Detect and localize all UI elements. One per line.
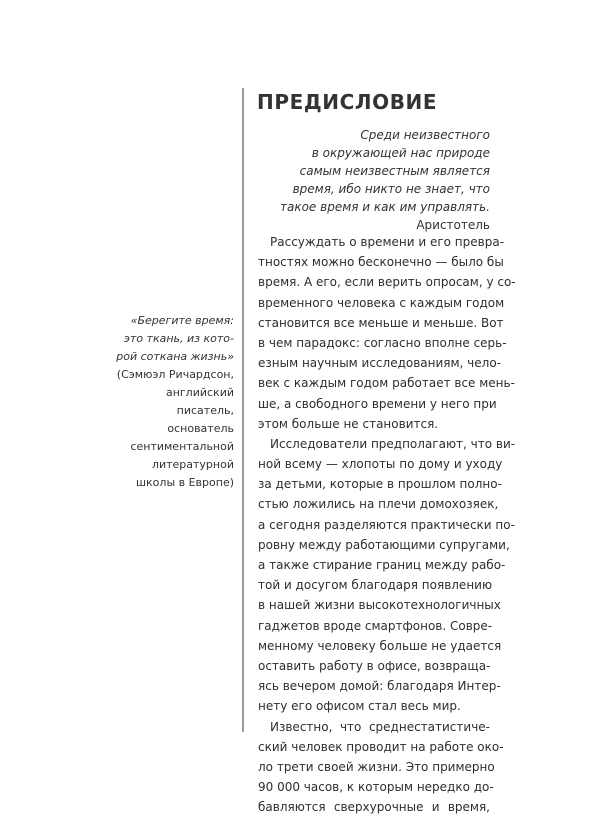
body-line: оставить работу в офисе, возвраща- bbox=[258, 658, 491, 673]
body-line: Исследователи предполагают, что ви- bbox=[270, 436, 516, 451]
body-line: нету его офисом стал весь мир. bbox=[258, 699, 461, 714]
sidenote-attribution-line: литературной bbox=[151, 458, 234, 471]
body-line: ло трети своей жизни. Это примерно bbox=[258, 759, 495, 774]
body-line: время. А его, если верить опросам, у со- bbox=[258, 275, 516, 290]
sidenote-attribution-line: (Сэмюэл Ричардсон, bbox=[116, 368, 234, 381]
epigraph-line: в окружающей нас природе bbox=[311, 146, 490, 160]
sidenote-attribution-line: основатель bbox=[167, 422, 234, 435]
sidenote-quote-line: это ткань, из кото- bbox=[123, 332, 234, 345]
body-line: стью ложились на плечи домохозяек, bbox=[258, 497, 499, 512]
body-line: езным научным исследованиям, чело- bbox=[258, 356, 501, 371]
body-line: а также стирание границ между рабо- bbox=[258, 558, 506, 572]
epigraph-line: самым неизвестным является bbox=[299, 164, 490, 178]
body-line: менному человеку больше не удается bbox=[258, 638, 502, 653]
epigraph-line: Среди неизвестного bbox=[360, 128, 490, 142]
body-line: ше, а свободного времени у него при bbox=[258, 396, 497, 411]
epigraph bbox=[262, 126, 490, 234]
body-line: век с каждым годом работает все мень- bbox=[258, 376, 515, 391]
body-line: в нашей жизни высокотехнологичных bbox=[258, 598, 501, 613]
body-line: а сегодня разделяются практически по- bbox=[258, 517, 515, 532]
body-line: за детьми, которые в прошлом полно- bbox=[258, 477, 502, 492]
body-line: гаджетов вроде смартфонов. Совре- bbox=[258, 618, 493, 633]
vertical-divider-rule bbox=[242, 88, 244, 732]
body-line: Известно, что среднестатистиче- bbox=[270, 719, 490, 734]
body-line: ясь вечером домой: благодаря Интер- bbox=[258, 679, 501, 694]
epigraph-author: Аристотель bbox=[416, 218, 490, 232]
body-line: ский человек проводит на работе око- bbox=[258, 739, 504, 754]
body-text bbox=[258, 232, 516, 817]
body-line: тностях можно бесконечно — было бы bbox=[258, 255, 504, 270]
body-line: ровну между работающими супругами, bbox=[258, 537, 510, 552]
sidenote-attribution-line: школы в Европе) bbox=[135, 476, 234, 489]
body-line: 90 000 часов, к которым нередко до- bbox=[258, 780, 494, 795]
epigraph-line: время, ибо никто не знает, что bbox=[292, 182, 490, 196]
sidenote-quote-line: рой соткана жизнь» bbox=[116, 350, 234, 363]
chapter-title: ПРЕДИСЛОВИЕ bbox=[257, 90, 438, 114]
body-line: временного человека с каждым годом bbox=[258, 295, 505, 310]
sidenote-attribution-line: английский bbox=[165, 386, 234, 399]
body-line: Рассуждать о времени и его превра- bbox=[270, 235, 505, 249]
body-line: в чем парадокс: согласно вполне серь- bbox=[258, 335, 507, 350]
sidenote-attribution-line: писатель, bbox=[176, 404, 234, 417]
body-line: бавляются сверхурочные и время, bbox=[258, 800, 490, 815]
sidenote-quote-line: «Берегите время: bbox=[130, 314, 234, 327]
body-line: становится все меньше и меньше. Вот bbox=[258, 315, 504, 330]
body-line: той и досугом благодаря появлению bbox=[258, 578, 493, 593]
body-line: ной всему — хлопоты по дому и уходу bbox=[258, 457, 503, 472]
margin-sidenote bbox=[96, 312, 234, 492]
sidenote-attribution-line: сентиментальной bbox=[130, 440, 234, 453]
epigraph-line: такое время и как им управлять. bbox=[280, 200, 490, 214]
body-line: этом больше не становится. bbox=[258, 416, 439, 431]
